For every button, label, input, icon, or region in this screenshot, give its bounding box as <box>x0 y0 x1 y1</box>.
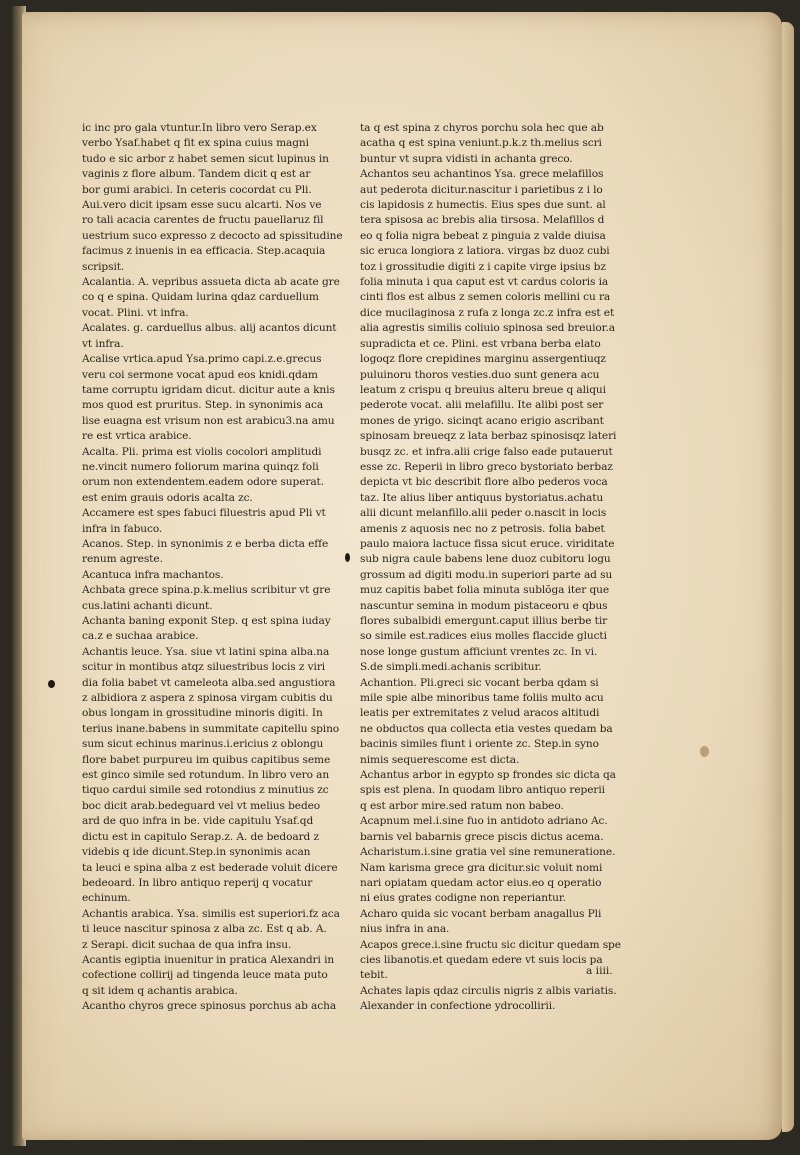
text-line: supradicta et ce. Plini. est vrbana berba elato <box>360 337 601 350</box>
text-line: dictu est in capitulo Serap.z. A. de bedoard z <box>82 830 319 843</box>
text-line: Acanos. Step. in synonimis z e berba dicta effe <box>82 537 329 550</box>
text-line: ne.vincit numero foliorum marina quinqz foli <box>82 460 319 473</box>
text-line: Acalta. Pli. prima est violis cocolori amplitudi <box>82 445 322 458</box>
text-line: orum non extendentem.eadem odore superat. <box>82 476 324 489</box>
text-line: eo q folia nigra bebeat z pinguia z valde diuisa <box>360 229 606 242</box>
text-line: tudo e sic arbor z habet semen sicut lupinus in <box>82 152 329 165</box>
text-line: esse zc. Reperii in libro greco bystoriato berbaz <box>360 460 613 473</box>
text-line: nose longe gustum afficiunt vrentes zc. In vi. <box>360 645 598 658</box>
text-line: est enim grauis odoris acalta zc. <box>82 491 253 504</box>
text-line: bacinis similes fiunt i oriente zc. Step.in syno <box>360 738 599 751</box>
text-line: infra in fabuco. <box>82 522 163 535</box>
text-line: ta q est spina z chyros porchu sola hec que ab <box>360 122 604 134</box>
text-line: logoqz flore crepidines marginu assergentiuqz <box>360 353 606 366</box>
text-line: mos quod est pruritus. Step. in synonimis aca <box>82 399 324 412</box>
text-line: terius inane.babens in summitate capitellu spino <box>82 722 340 735</box>
text-line: taz. Ite alius liber antiquus bystoriatus.achatu <box>360 491 604 504</box>
text-line: puluinoru thoros vesties.duo sunt genera acu <box>360 368 600 381</box>
text-line: Achates lapis qdaz circulis nigris z albis variatis. <box>360 984 617 997</box>
text-line: videbis q ide dicunt.Step.in synonimis acan <box>82 846 311 859</box>
text-line: amenis z aquosis nec no z petrosis. folia babet <box>360 522 605 535</box>
text-line: q est arbor mire.sed ratum non babeo. <box>360 799 564 812</box>
text-line: toz i grossitudie digiti z i capite virge ipsius bz <box>360 260 606 273</box>
text-line: cofectione collirij ad tingenda leuce mata puto <box>82 969 328 982</box>
text-line: Acantis egiptia inuenitur in pratica Alexandri in <box>82 953 335 966</box>
text-line: co q e spina. Quidam lurina qdaz carduellum <box>82 291 319 304</box>
text-line: nius infra in ana. <box>360 923 450 936</box>
text-line: ni eius grates codigne non reperiantur. <box>360 892 566 905</box>
text-line: leatis per extremitates z velud aracos altitudi <box>360 707 600 720</box>
text-line: Achantus arbor in egypto sp frondes sic dicta qa <box>360 769 616 782</box>
text-line: cis lapidosis z humectis. Eius spes due sunt. al <box>360 199 606 212</box>
text-line: Acalantia. A. vepribus assueta dicta ab acate gre <box>82 276 340 289</box>
text-line: ti leuce nascitur spinosa z alba zc. Est q ab. A. <box>82 923 327 936</box>
text-line: facimus z inuenis in ea efficacia. Step.acaquia <box>82 245 326 258</box>
text-line: acatha q est spina veniunt.p.k.z th.melius scri <box>360 137 602 150</box>
text-line: Acharistum.i.sine gratia vel sine remuneratione. <box>360 846 616 859</box>
text-line: so simile est.radices eius molles flaccide glucti <box>360 630 607 643</box>
text-line: Achantis arabica. Ysa. similis est superiori.fz aca <box>82 907 340 920</box>
text-line: spinosam breueqz z lata berbaz spinosisqz lateri <box>360 430 617 443</box>
text-line: est ginco simile sed rotundum. In libro vero an <box>82 769 330 782</box>
text-line: cus.latini achanti dicunt. <box>82 599 213 612</box>
paper-stain <box>700 746 709 757</box>
text-line: sub nigra caule babens lene duoz cubitoru logu <box>360 553 611 566</box>
text-line: ard de quo infra in be. vide capitulu Ysaf.qd <box>82 815 314 828</box>
page-edge <box>782 22 794 1132</box>
text-line: ic inc pro gala vtuntur.In libro vero Serap.ex <box>82 122 317 134</box>
text-line: sic eruca longiora z latiora. virgas bz duoz cubi <box>360 245 610 258</box>
text-line: Nam karisma grece gra dicitur.sic voluit nomi <box>360 861 603 874</box>
signature-mark: a iiii. <box>586 965 613 977</box>
text-line: flores subalbidi emergunt.caput illius berbe tir <box>360 615 608 627</box>
text-line: aut pederota dicitur.nascitur i parietibus z i lo <box>360 183 603 196</box>
text-line: vocat. Plini. vt infra. <box>82 306 189 319</box>
text-line: renum agreste. <box>82 553 163 566</box>
text-line: ta leuci e spina alba z est bederade voluit dicere <box>82 861 338 874</box>
text-line: echinum. <box>82 892 131 905</box>
text-line: bor gumi arabici. In ceteris cocordat cu Pli. <box>82 183 312 196</box>
text-line: vaginis z flore album. Tandem dicit q est ar <box>82 168 311 181</box>
text-line: dice mucilaginosa z rufa z longa zc.z infra est et <box>360 306 615 319</box>
text-line: spis est plena. In quodam libro antiquo reperii <box>360 784 605 797</box>
text-line: folia minuta i qua caput est vt cardus coloris ia <box>360 276 609 289</box>
text-line: Achbata grece spina.p.k.melius scribitur vt gre <box>82 584 331 597</box>
text-line: Aui.vero dicit ipsam esse sucu alcarti. Nos ve <box>82 199 322 212</box>
text-line: nari opiatam quedam actor eius.eo q operatio <box>360 876 602 889</box>
text-line: barnis vel babarnis grece piscis dictus acema. <box>360 830 604 843</box>
left-text-column <box>82 121 344 1015</box>
text-line: alii dicunt melanfillo.alii peder o.nascit in locis <box>360 507 607 520</box>
text-line: alia agrestis similis coliuio spinosa sed breuior.a <box>360 322 615 335</box>
text-line: grossum ad digiti modu.in superiori parte ad su <box>360 568 613 581</box>
text-line: scripsit. <box>82 260 125 273</box>
text-line: Achanta baning exponit Step. q est spina iuday <box>82 615 331 627</box>
text-line: mones de yrigo. sicinqt acano erigio ascribant <box>360 414 604 427</box>
text-line: scitur in montibus atqz siluestribus locis z viri <box>82 661 326 674</box>
text-line: leatum z crispu q breuius alteru breue q aliqui <box>360 383 606 396</box>
text-line: Acalates. g. carduellus albus. alij acantos dicunt <box>82 322 337 335</box>
text-line: depicta vt bic describit flore albo pederos voca <box>360 476 608 489</box>
text-line: paulo maiora lactuce fissa sicut eruce. viriditate <box>360 537 615 550</box>
text-line: nimis sequerescome est dicta. <box>360 753 520 766</box>
text-line: Achantion. Pli.greci sic vocant berba qdam si <box>360 676 599 689</box>
text-line: Alexander in confectione ydrocollirii. <box>360 1000 556 1013</box>
text-line: cies libanotis.et quedam edere vt suis locis pa <box>360 953 603 966</box>
ink-blot <box>345 553 350 562</box>
text-line: dia folia babet vt cameleota alba.sed angustiora <box>82 676 336 689</box>
text-line: Acharo quida sic vocant berbam anagallus Pli <box>360 907 602 920</box>
text-line: tame corruptu igridam dicut. dicitur aute a knis <box>82 383 335 396</box>
text-line: tiquo cardui simile sed rotondius z minutius zc <box>82 784 329 797</box>
text-line: veru coi sermone vocat apud eos knidi.qdam <box>82 368 318 381</box>
text-line: Accamere est spes fabuci filuestris apud Pli vt <box>82 507 326 520</box>
text-line: lise euagna est vrisum non est arabicu3.na amu <box>82 414 335 427</box>
text-line: Achantos seu achantinos Ysa. grece melafillos <box>360 168 604 181</box>
text-line: boc dicit arab.bedeguard vel vt melius bedeo <box>82 799 321 812</box>
text-line: muz capitis babet folia minuta sublõga iter que <box>360 584 610 597</box>
text-line: Achantis leuce. Ysa. siue vt latini spina alba.na <box>82 645 330 658</box>
text-line: cinti flos est albus z semen coloris mellini cu ra <box>360 291 611 304</box>
text-line: ro tali acacia carentes de fructu pauellaruz fil <box>82 214 324 227</box>
text-line: obus longam in grossitudine minoris digiti. In <box>82 707 323 720</box>
text-line: Acantho chyros grece spinosus porchus ab acha <box>82 1000 337 1013</box>
text-line: ne obductos qua collecta etia vestes quedam ba <box>360 722 613 735</box>
text-line: sum sicut echinus marinus.i.ericius z oblongu <box>82 738 324 751</box>
text-line: nascuntur semina in modum pistaceoru e qbus <box>360 599 608 612</box>
text-line: z Serapi. dicit suchaa de qua infra insu. <box>82 938 292 951</box>
text-line: buntur vt supra vidisti in achanta greco. <box>360 152 573 165</box>
text-line: Acantuca infra machantos. <box>82 568 224 581</box>
text-line: ca.z e suchaa arabice. <box>82 630 199 643</box>
text-line: tera spisosa ac brebis alia tirsosa. Melafillos d <box>360 214 605 227</box>
text-line: S.de simpli.medi.achanis scribitur. <box>360 661 542 674</box>
text-line: busqz zc. et infra.alii crige falso eade putauerut <box>360 445 613 458</box>
right-text-column <box>360 121 622 1015</box>
text-line: pederote vocat. alii melafillu. Ite alibi post ser <box>360 399 604 412</box>
text-line: flore babet purpureu im quibus capitibus seme <box>82 753 331 766</box>
text-line: vt infra. <box>82 337 124 350</box>
text-line: Acalise vrtica.apud Ysa.primo capi.z.e.grecus <box>82 353 322 366</box>
text-line: bedeoard. In libro antiquo reperij q vocatur <box>82 876 313 889</box>
text-line: re est vrtica arabice. <box>82 430 192 443</box>
text-line: Acapos grece.i.sine fructu sic dicitur quedam spe <box>360 938 621 951</box>
ink-blot <box>48 680 55 688</box>
text-line: Acapnum mel.i.sine fuo in antidoto adriano Ac. <box>360 815 608 828</box>
text-line: uestrium suco expresso z decocto ad spissitudine <box>82 229 343 242</box>
text-line: tebit. <box>360 969 388 982</box>
text-line: z albidiora z aspera z spinosa virgam cubitis du <box>82 692 333 705</box>
text-line: mile spie albe minoribus tame foliis multo acu <box>360 692 604 705</box>
text-line: verbo Ysaf.habet q fit ex spina cuius magni <box>82 137 309 150</box>
text-line: q sit idem q achantis arabica. <box>82 984 238 997</box>
